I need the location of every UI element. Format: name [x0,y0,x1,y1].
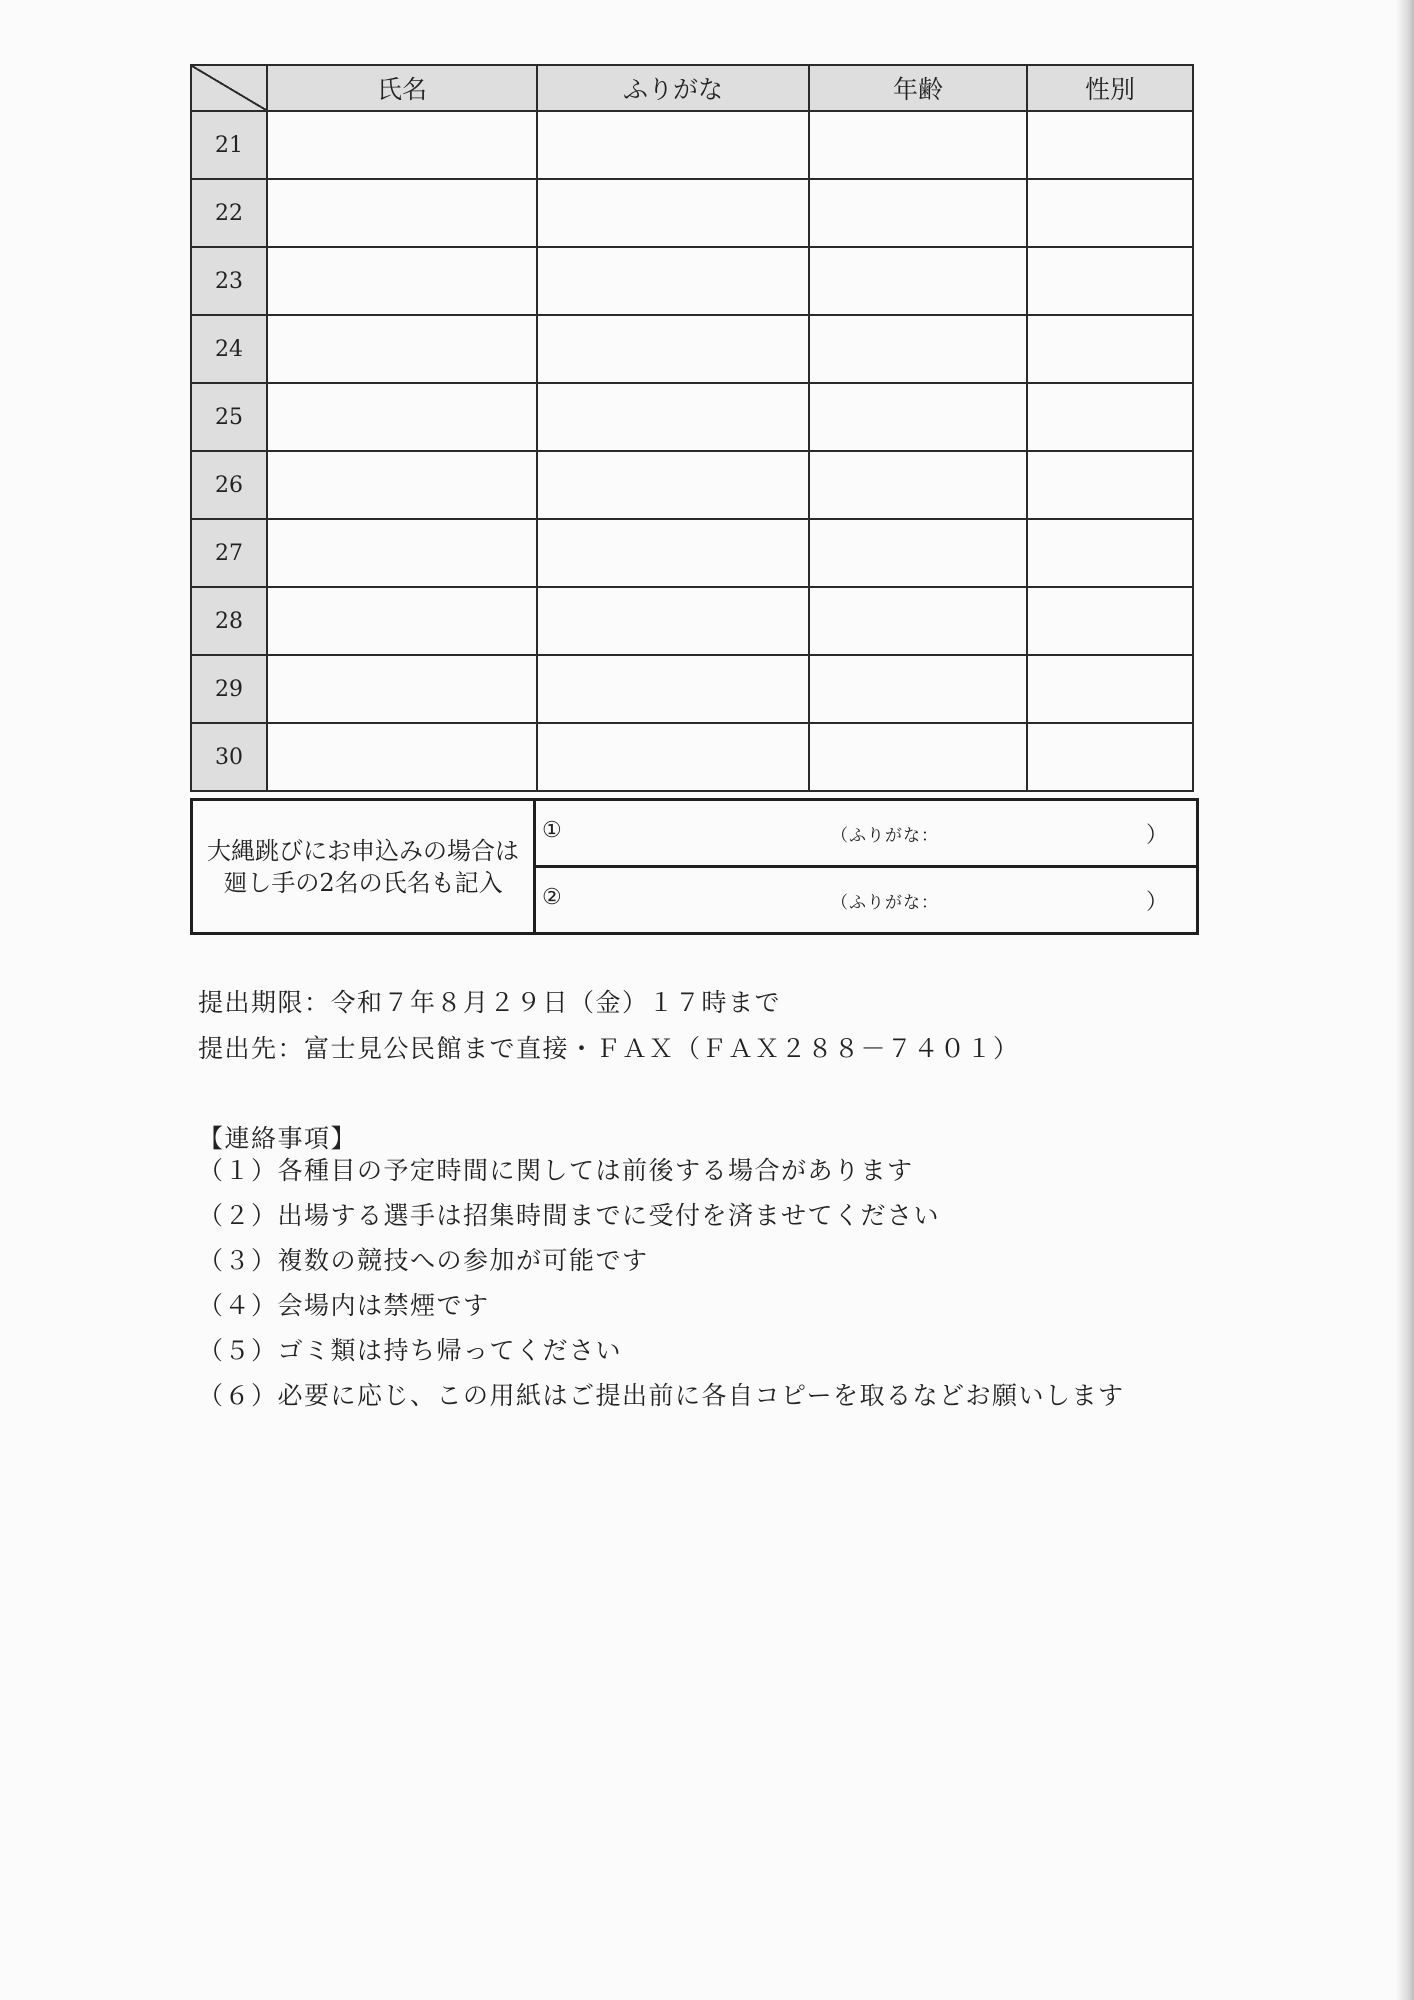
entry-marker: ② [542,885,562,910]
name-cell[interactable] [267,383,537,451]
gender-cell[interactable] [1027,519,1193,587]
furigana-cell[interactable] [537,383,809,451]
name-cell[interactable] [267,655,537,723]
row-number: 30 [191,723,267,791]
gender-cell[interactable] [1027,247,1193,315]
furigana-cell[interactable] [537,179,809,247]
gender-cell[interactable] [1027,723,1193,791]
age-cell[interactable] [809,723,1027,791]
rope-label-line: 大縄跳びにお申込みの場合は [207,836,519,865]
header-row [191,65,1193,111]
age-cell[interactable] [809,111,1027,179]
gender-cell[interactable] [1027,111,1193,179]
name-cell[interactable] [267,179,537,247]
name-cell[interactable] [267,247,537,315]
table-row [191,111,1193,179]
row-number: 21 [191,111,267,179]
header-furigana: ふりがな [537,65,809,111]
furigana-cell[interactable] [537,655,809,723]
gender-cell[interactable] [1027,587,1193,655]
row-number: 27 [191,519,267,587]
table-row [191,519,1193,587]
name-cell[interactable] [267,723,537,791]
list-item: （４）会場内は禁煙です [198,1291,490,1320]
table-row [191,451,1193,519]
list-item: （１）各種目の予定時間に関しては前後する場合があります [198,1156,914,1185]
submission-deadline: 提出期限：令和７年８月２９日（金）１７時まで [198,988,782,1017]
furigana-cell[interactable] [537,111,809,179]
furigana-label: （ふりがな： [831,826,939,846]
list-item: （３）複数の競技への参加が可能です [198,1246,649,1275]
gender-cell[interactable] [1027,179,1193,247]
age-cell[interactable] [809,383,1027,451]
furigana-cell[interactable] [537,587,809,655]
row-number: 29 [191,655,267,723]
rope-turner-section [190,798,1199,935]
scan-edge-shadow [1396,0,1414,2000]
name-cell[interactable] [267,451,537,519]
close-paren: ） [1146,890,1169,915]
list-item: （５）ゴミ類は持ち帰ってください [198,1336,623,1365]
table-row [191,723,1193,791]
name-cell[interactable] [267,315,537,383]
name-cell[interactable] [267,111,537,179]
name-cell[interactable] [267,519,537,587]
row-number: 25 [191,383,267,451]
age-cell[interactable] [809,179,1027,247]
table-row [191,179,1193,247]
rope-turner-label [192,800,535,934]
furigana-cell[interactable] [537,451,809,519]
row-number: 24 [191,315,267,383]
list-item: （２）出場する選手は招集時間までに受付を済ませてください [198,1201,941,1230]
age-cell[interactable] [809,655,1027,723]
notes-title: 【連絡事項】 [198,1124,358,1153]
age-cell[interactable] [809,451,1027,519]
corner-cell [191,65,267,111]
furigana-cell[interactable] [537,247,809,315]
age-cell[interactable] [809,247,1027,315]
table-row [191,587,1193,655]
notes-list [198,1148,1125,1418]
list-item: （６）必要に応じ、この用紙はご提出前に各自コピーを取るなどお願いします [198,1381,1125,1410]
table-row [191,315,1193,383]
row-number: 28 [191,587,267,655]
participant-table [190,64,1194,792]
submission-destination: 提出先：富士見公民館まで直接・ＦＡＸ（ＦＡＸ２８８－７４０１） [198,1034,1020,1063]
table-row [191,655,1193,723]
furigana-cell[interactable] [537,519,809,587]
header-name: 氏名 [267,65,537,111]
table-row [191,247,1193,315]
furigana-label: （ふりがな： [831,893,939,913]
age-cell[interactable] [809,519,1027,587]
rope-label-line: 廻し手の2名の氏名も記入 [223,868,503,897]
rope-turner-entry-1[interactable] [535,800,1198,867]
header-gender: 性別 [1027,65,1193,111]
gender-cell[interactable] [1027,315,1193,383]
furigana-cell[interactable] [537,723,809,791]
age-cell[interactable] [809,315,1027,383]
furigana-cell[interactable] [537,315,809,383]
row-number: 23 [191,247,267,315]
gender-cell[interactable] [1027,383,1193,451]
row-number: 22 [191,179,267,247]
name-cell[interactable] [267,587,537,655]
gender-cell[interactable] [1027,451,1193,519]
age-cell[interactable] [809,587,1027,655]
close-paren: ） [1146,823,1169,848]
gender-cell[interactable] [1027,655,1193,723]
table-row [191,383,1193,451]
header-age: 年齢 [809,65,1027,111]
entry-marker: ① [542,818,562,843]
row-number: 26 [191,451,267,519]
rope-turner-entry-2[interactable] [535,867,1198,934]
